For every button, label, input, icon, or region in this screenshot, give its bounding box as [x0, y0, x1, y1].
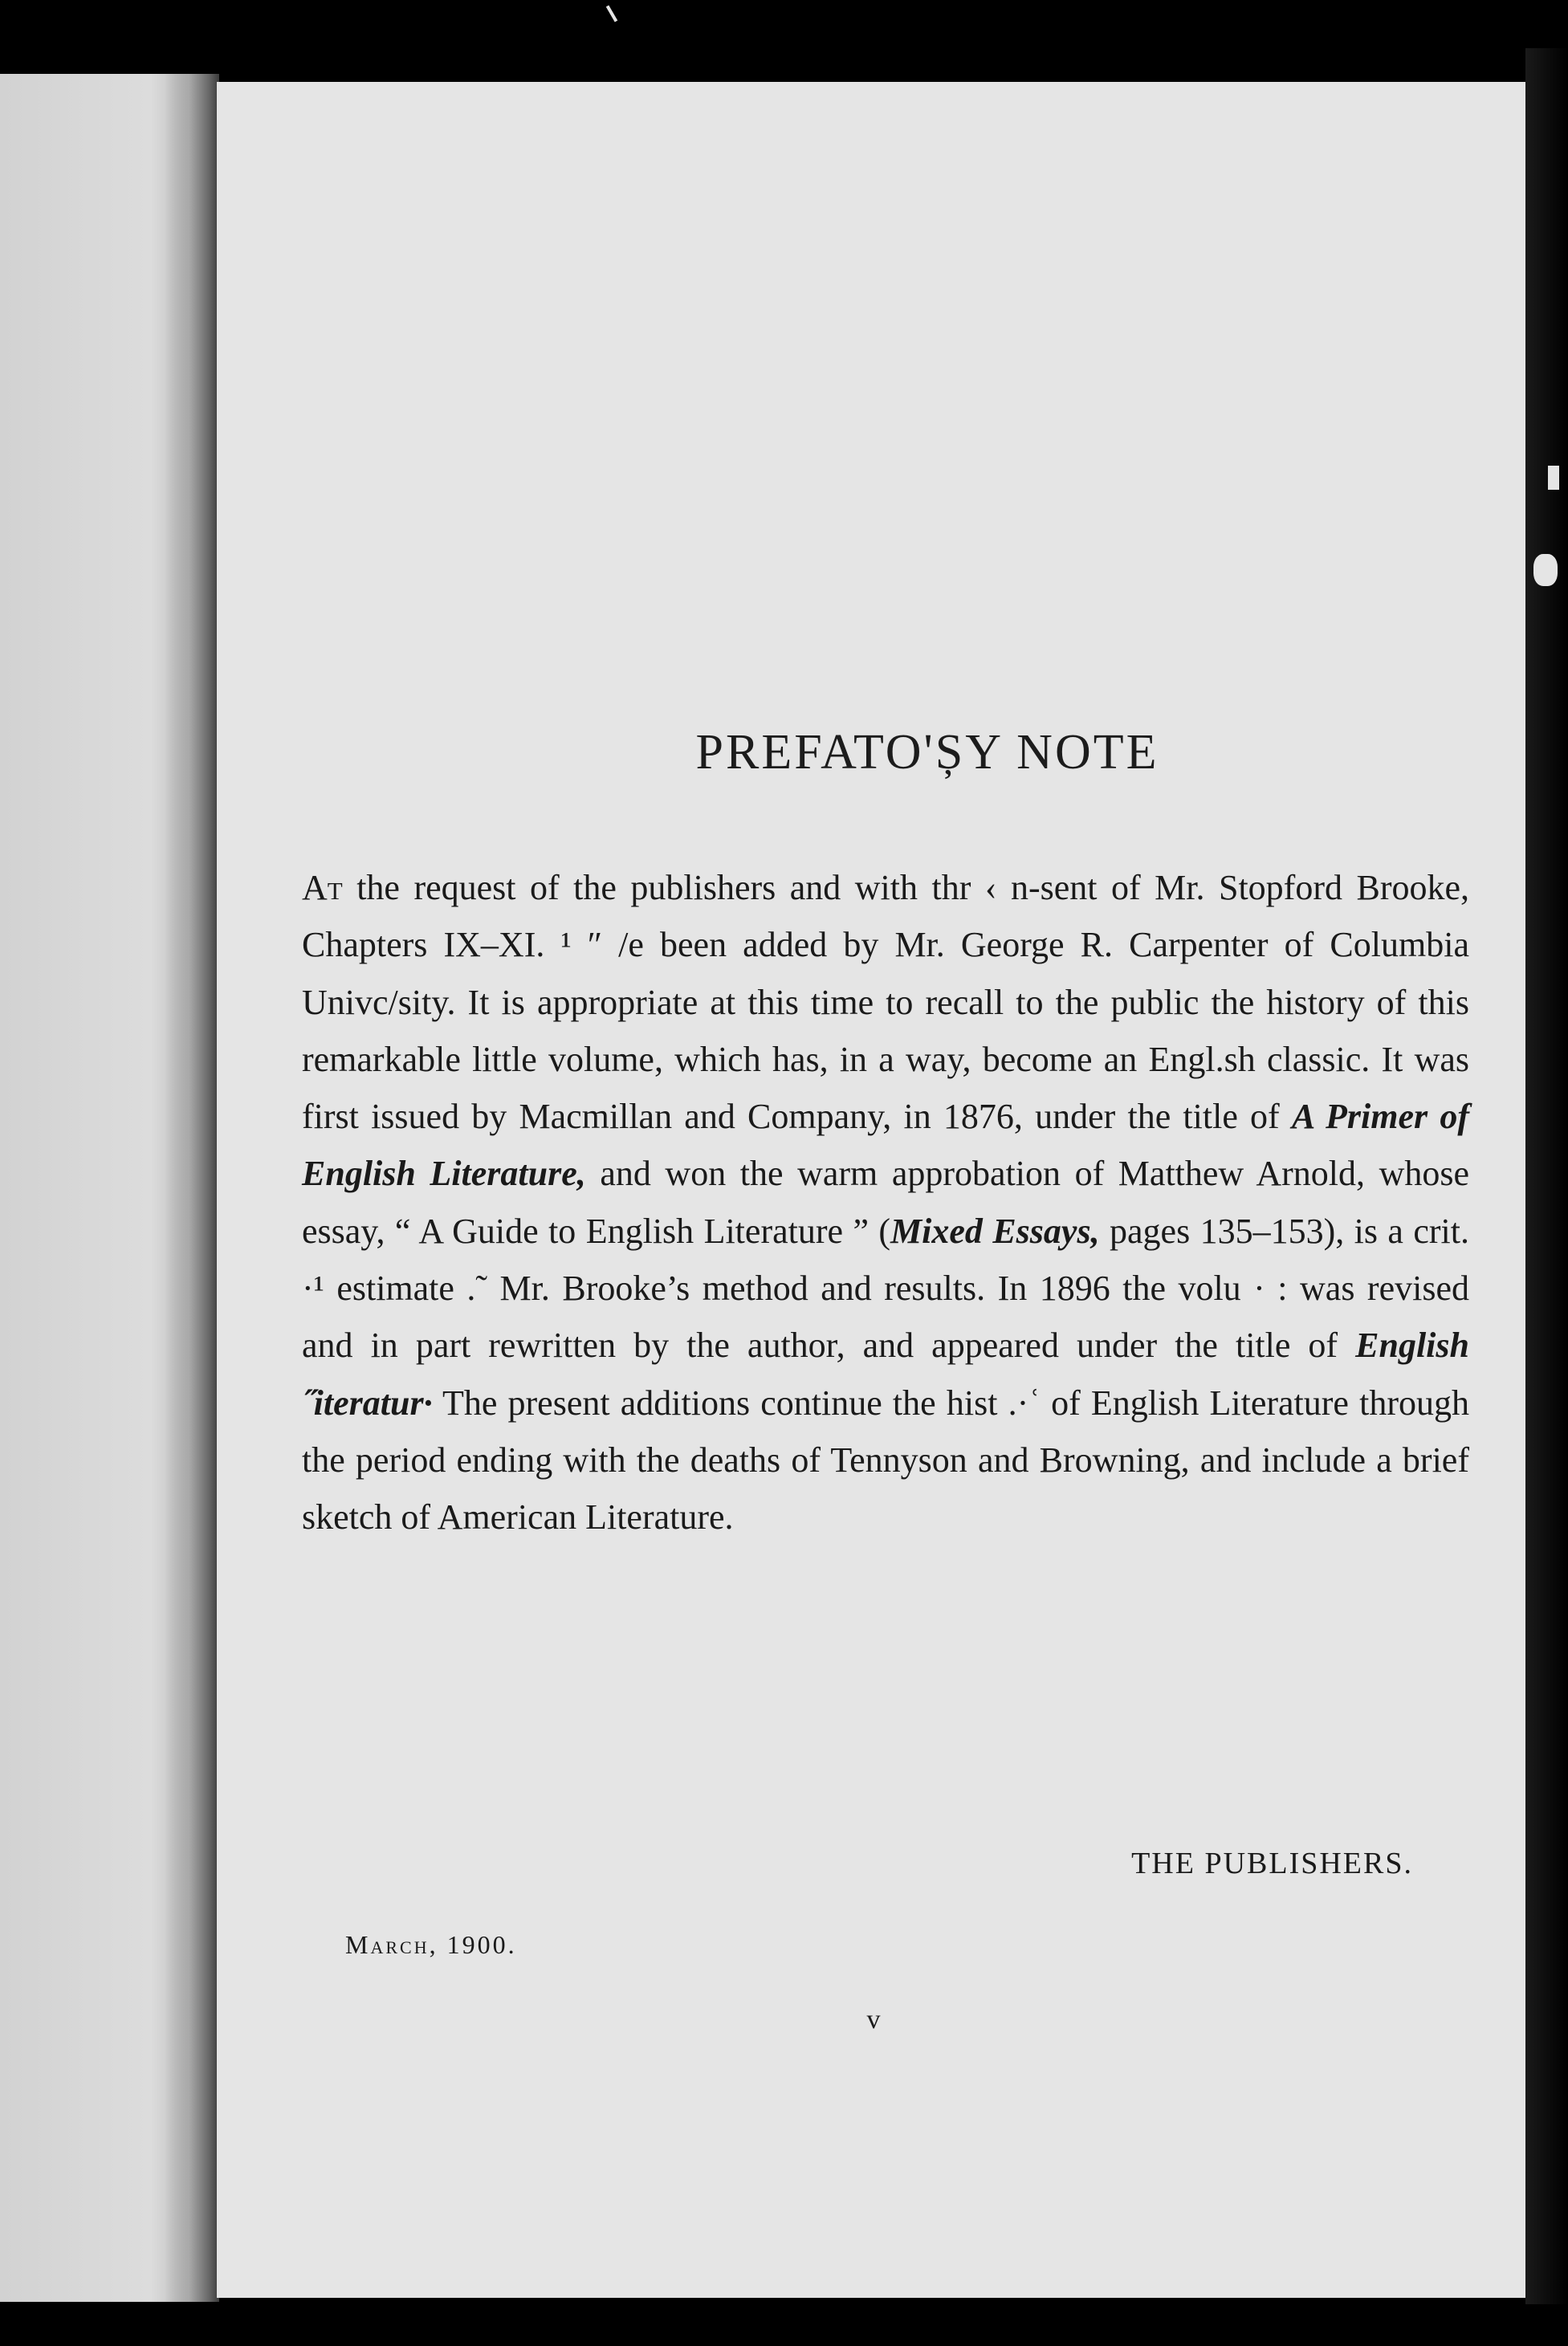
scan-mark: [606, 5, 617, 22]
scan-mark: [1548, 466, 1559, 490]
italic-title-english-literature: English ˝iteratur·: [302, 1326, 1469, 1423]
paragraph-text-4: The present additions continue the hist .·ʿ of English Literature through the period ending with the deaths of Tennyson and Browning, and include a brief sketch of American Literature.: [302, 1383, 1469, 1538]
italic-title-mixed-essays: Mixed Essays,: [890, 1211, 1100, 1251]
prefatory-paragraph: [302, 859, 1469, 1546]
paragraph-lead-word: At: [302, 868, 343, 907]
book-page: [217, 82, 1525, 2298]
italic-title-primer: A Primer of English Literature,: [302, 1097, 1469, 1194]
paragraph-text-2: and won the warm approbation of Matthew Arnold, whose essay, “ A Guide to English Literature ” (: [302, 1154, 1469, 1251]
book-gutter-shadow: [165, 74, 219, 2302]
page-number: v: [866, 2005, 881, 2034]
page-title: PREFATO'ȘY NOTE: [695, 725, 1159, 780]
scan-right-border: [1525, 48, 1568, 2304]
scan-mark: [1533, 554, 1558, 586]
publishers-signature: THE PUBLISHERS.: [1131, 1847, 1413, 1880]
paragraph-text-1: the request of the publishers and with thr ‹ n-sent of Mr. Stopford Brooke, Chapters IX–XI. ¹ ″ /e been added by Mr. George R. Carpenter of Columbia Univc/sity. It is appropriate at this time to recall to the public the history of this remarkable little volume, which has, in a way, become an Engl.sh classic. It was first issued by Macmillan and Company, in 1876, under the title of: [302, 868, 1469, 1137]
preface-date: March, 1900.: [345, 1930, 517, 1959]
paragraph-text-3: pages 135–153), is a crit. ·¹ estimate .˜ Mr. Brooke’s method and results. In 1896 the volu · : was revised and in part rewritten by the author, and appeared under the title of: [302, 1211, 1470, 1366]
